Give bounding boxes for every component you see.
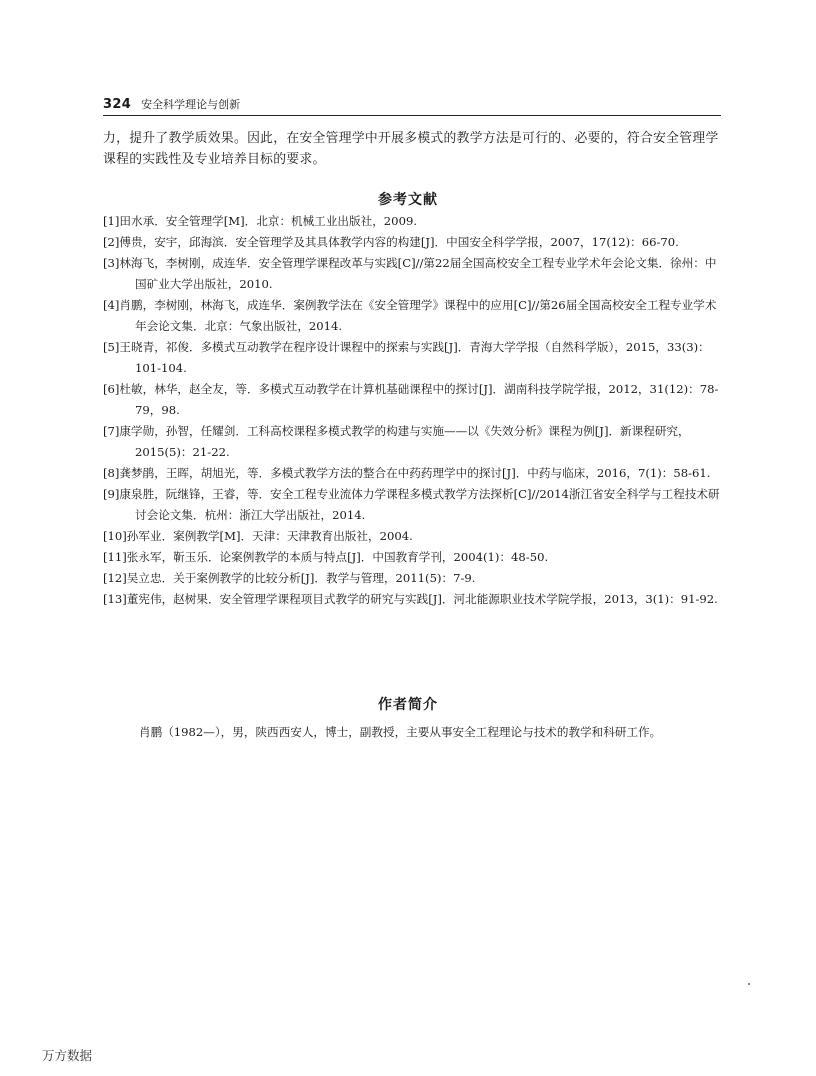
reference-item: [1]田水承．安全管理学[M]．北京：机械工业出版社，2009.	[103, 214, 418, 228]
reference-item: [10]孙军业．案例教学[M]．天津：天津教育出版社，2004.	[103, 529, 413, 543]
reference-item: [5]王晓青，祁俊．多模式互动教学在程序设计课程中的探索与实践[J]．青海大学学报（自然科学版），2015，33(3)：101-104.	[103, 340, 710, 375]
page-number: 324	[103, 97, 132, 112]
author-heading: 作者简介	[378, 697, 438, 713]
reference-item: [12]吴立忠．关于案例教学的比较分析[J]．教学与管理，2011(5)：7-9.	[103, 571, 476, 585]
reference-item: [6]杜敏，林华，赵全友，等．多模式互动教学在计算机基础课程中的探讨[J]．湖南科技学院学报，2012，31(12)：78-79，98.	[103, 382, 719, 417]
reference-item: [2]傅贵，安宇，邱海滨．安全管理学及其具体教学内容的构建[J]．中国安全科学学报，2007，17(12)：66-70.	[103, 235, 679, 249]
reference-item: [13]董宪伟，赵树果．安全管理学课程项目式教学的研究与实践[J]．河北能源职业技术学院学报，2013，3(1)：91-92.	[103, 592, 718, 606]
references-heading: 参考文献	[378, 192, 438, 208]
reference-item: [3]林海飞，李树刚，成连华．安全管理学课程改革与实践[C]//第22届全国高校安全工程专业学术年会论文集．徐州：中国矿业大学出版社，2010.	[103, 256, 717, 291]
reference-item: [9]康泉胜，阮继锋，王睿，等．安全工程专业流体力学课程多模式教学方法探析[C]//2014浙江省安全科学与工程技术研讨会论文集．杭州：浙江大学出版社，2014.	[103, 487, 720, 522]
watermark: 万方数据	[42, 1048, 93, 1063]
intro-text: 力，提升了教学质效果。因此，在安全管理学中开展多模式的教学方法是可行的、必要的，符合安全管理学课程的实践性及专业培养目标的要求。	[103, 131, 719, 167]
reference-item: [4]肖鹏，李树刚，林海飞，成连华．案例教学法在《安全管理学》课程中的应用[C]//第26届全国高校安全工程专业学术年会论文集．北京：气象出版社，2014.	[103, 298, 717, 333]
intro-paragraph	[103, 128, 723, 170]
running-header	[103, 93, 721, 116]
author-bio: 肖鹏（1982—），男，陕西西安人，博士，副教授，主要从事安全工程理论与技术的教学和科研工作。	[139, 725, 662, 739]
reference-item: [11]张永军，靳玉乐．论案例教学的本质与特点[J]．中国教育学刊，2004(1)：48-50.	[103, 550, 549, 564]
references-list	[103, 211, 723, 610]
reference-item: [7]康学勋，孙智，任耀剑．工科高校课程多模式教学的构建与实施——以《失效分析》课程为例[J]．新课程研究，2015(5)：21-22.	[103, 424, 690, 459]
reference-item: [8]龚梦鹃，王晖，胡旭光，等．多模式教学方法的整合在中药药理学中的探讨[J]．中药与临床，2016，7(1)：58-61.	[103, 466, 711, 480]
scan-speck	[748, 983, 750, 985]
book-title: 安全科学理论与创新	[141, 98, 241, 111]
